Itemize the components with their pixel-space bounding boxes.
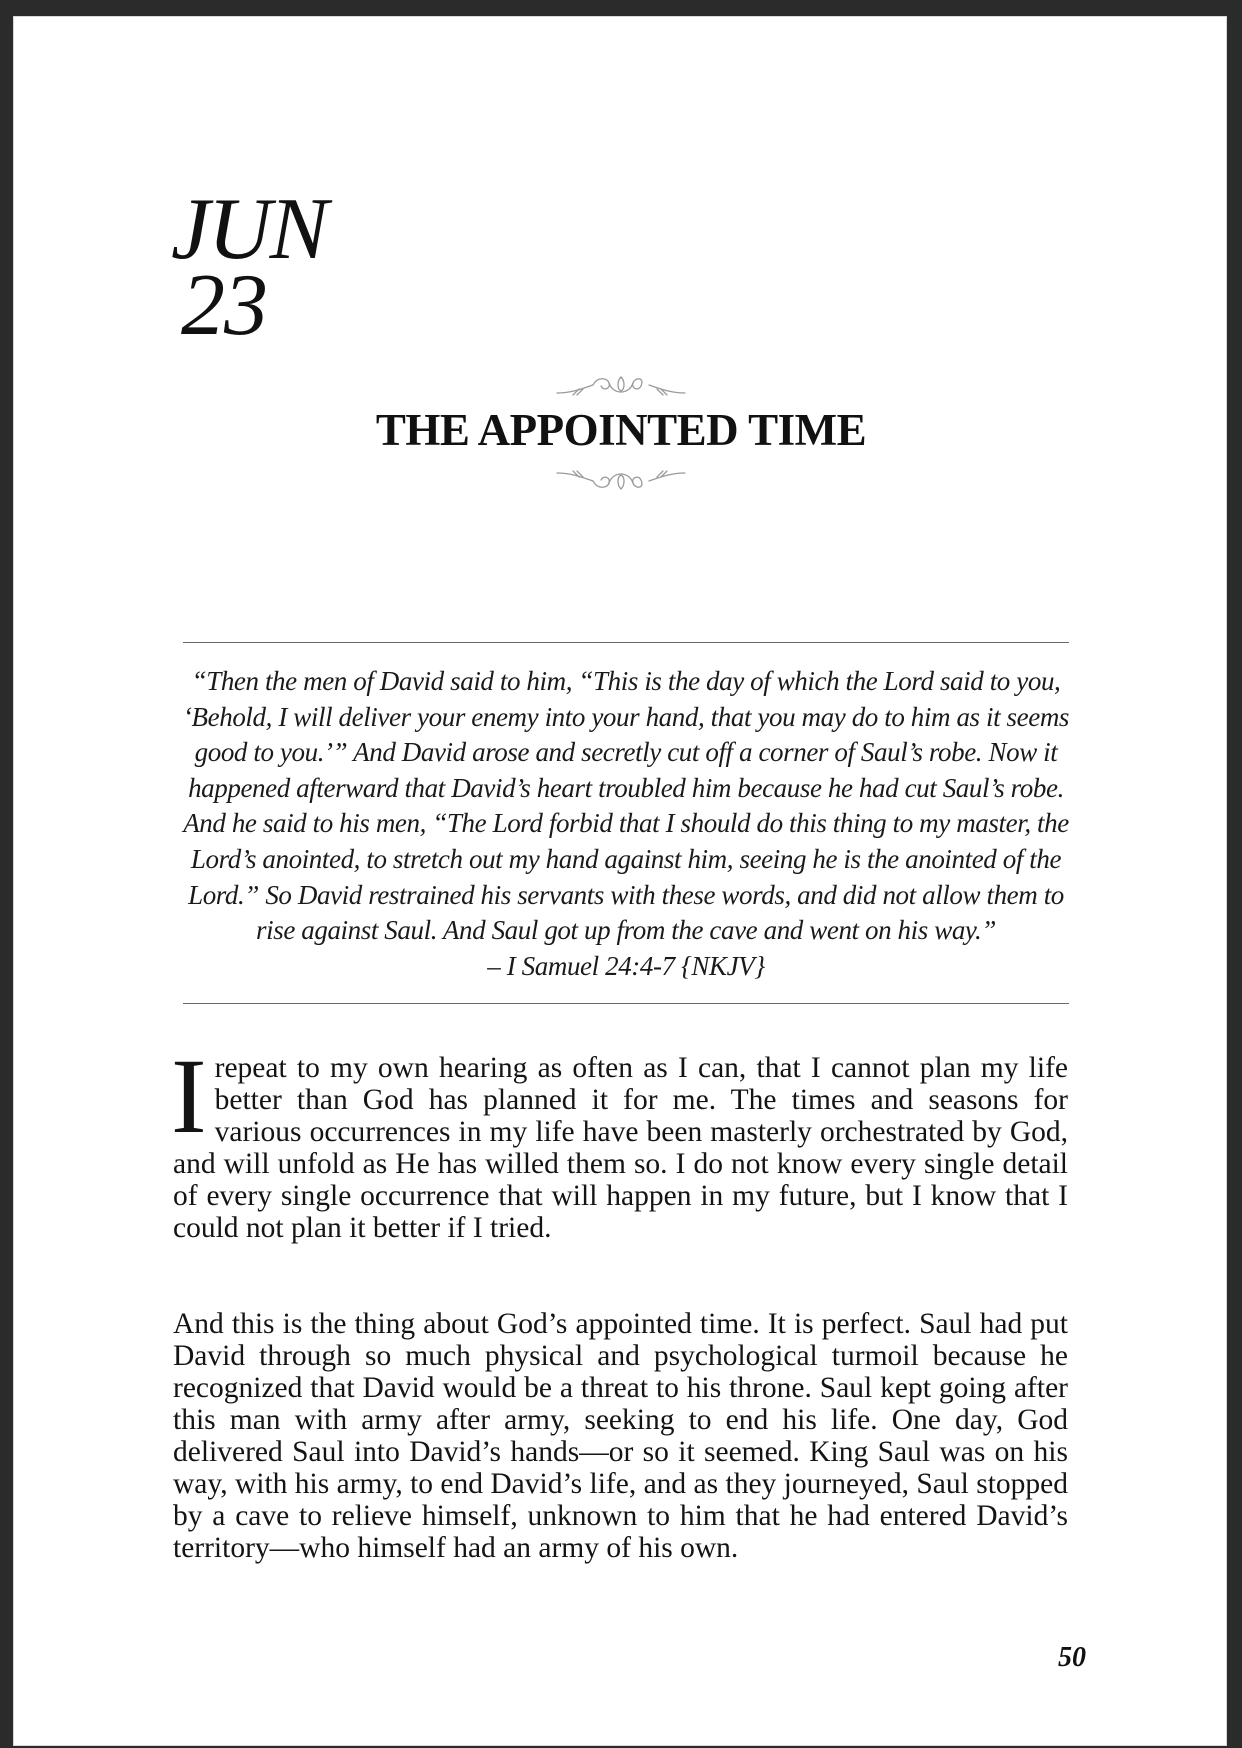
- entry-month: JUN: [171, 181, 327, 278]
- scripture-text: “Then the men of David said to him, “This is the day of which the Lord said to you, ‘Behold, I will deliver your enemy into your hand, that you may do to him as it seems good to you.’” And David arose and secretly cut off a corner of Saul’s robe. Now it happened afterward that David’s heart troubled him because he had cut Saul’s robe. And he said to his men, “The Lord forbid that I should do this thing to my master, the Lord’s anointed, to stretch out my hand against him, seeing he is the anointed of the Lord.” So David restrained his servants with these words, and did not allow them to rise against Saul. And Saul got up from the cave and went on his way.”: [182, 666, 1070, 946]
- body-paragraph-1: [171, 1038, 1068, 1244]
- scripture-bottom-rule: [183, 1003, 1069, 1004]
- page-number: 50: [1058, 1642, 1086, 1673]
- entry-day: 23: [181, 256, 267, 354]
- body-paragraph-1-text: repeat to my own hearing as often as I can, that I cannot plan my life better than God has planned it for me. The times and seasons for various occurrences in my life have been masterly orchestrated by God, and will unfold as He has willed them so. I do not know every single detail of every single occurrence that will happen in my future, but I know that I could not plan it better if I tried.: [173, 1052, 1068, 1244]
- entry-date: [171, 181, 327, 354]
- flourish-ornament-bottom: [553, 461, 689, 497]
- flourish-ornament-top: [553, 369, 689, 405]
- scripture-reference: – I Samuel 24:4-7 {NKJV}: [487, 950, 765, 981]
- scripture-quote: [168, 664, 1084, 984]
- scripture-top-rule: [183, 642, 1069, 643]
- body-paragraph-2: And this is the thing about God’s appointed time. It is perfect. Saul had put David through so much physical and psychological turmoil because he recognized that David would be a threat to his throne. Saul kept going after this man with army after army, seeking to end his life. One day, God delivered Saul into David’s hands—or so it seemed. King Saul was on his way, with his army, to end David’s life, and as they journeyed, Saul stopped by a cave to relieve himself, unknown to him that he had entered David’s territory—who himself had an army of his own.: [173, 1308, 1068, 1564]
- entry-title: THE APPOINTED TIME: [375, 405, 867, 455]
- drop-cap: I: [171, 1038, 207, 1156]
